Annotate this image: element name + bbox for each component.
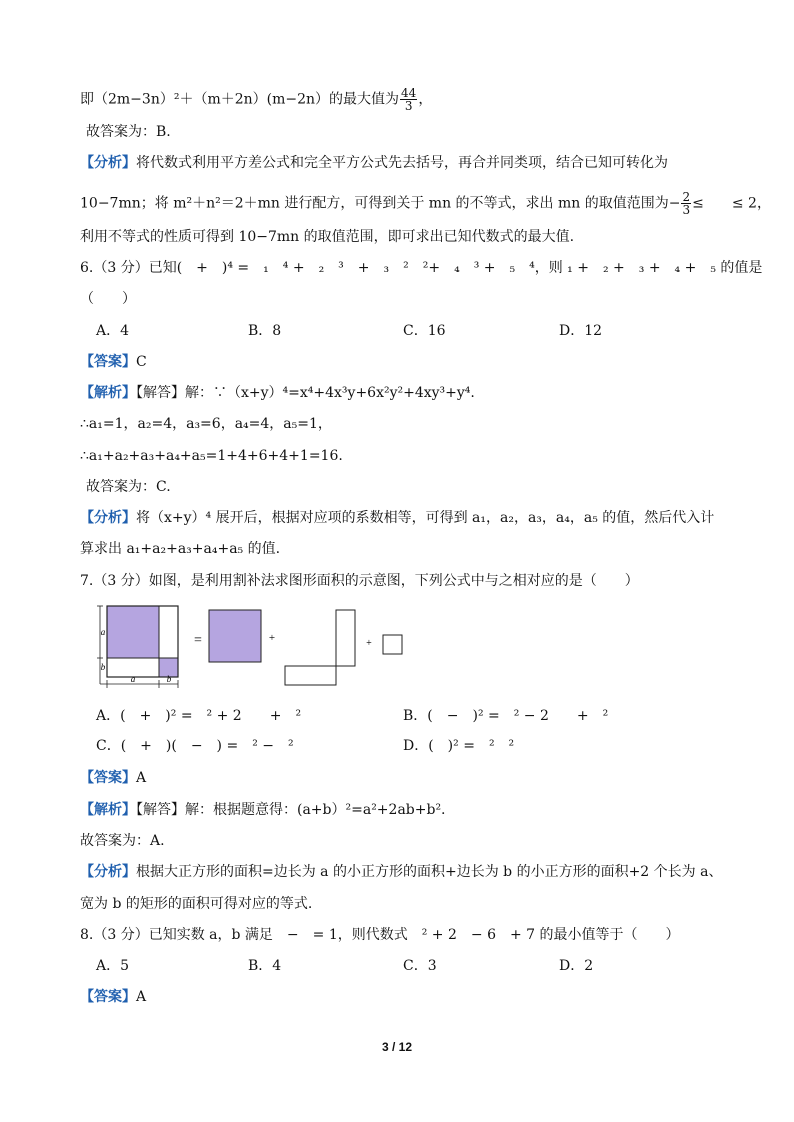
q7-option-d: D．( )² = ² ² [403,738,515,754]
horizontal-rectangle [285,666,336,685]
q7-analysis-line1: 【分析】根据大正方形的面积=边长为 a 的小正方形的面积+边长为 b 的小正方形的面积+2 个长为 a、 [80,864,723,880]
q6-answer: 【答案】C [80,354,147,370]
q7-analysis-line2: 宽为 b 的矩形的面积可得对应的等式. [80,896,313,912]
plus-sign-1: + [268,632,276,644]
q8-option-b: B．4 [248,958,282,974]
q7-stem: 7.（3 分）如图，是利用割补法求图形面积的示意图，下列公式中与之相对应的是（ ） [80,573,639,589]
plus-sign-2: + [366,638,372,649]
q8-answer: 【答案】A [80,989,147,1005]
q7-option-a: A．( + )² = ² + 2 + ² [96,708,302,724]
q5-result-line: 即（2m−3n）²＋（m＋2n）(m−2n）的最大值为 $\frac{44}{3}$ ， [80,86,433,113]
fraction: $\frac{44}{3}$ [401,86,417,113]
q6-analysis-line1: 【分析】将（x+y）⁴ 展开后，根据对应项的系数相等，可得到 a₁，a₂，a₃，a₄，a₅ 的值，然后代入计 [80,510,715,526]
q8-stem: 8.（3 分）已知实数 a，b 满足 − = 1，则代数式 ² + 2 − 6 + 7 的最小值等于（ ） [80,927,680,943]
q6-stem: 6.（3 分）已知( + )⁴ = ₁ ⁴ + ₂ ³ + ₃ ² ²+ ₄ ³ + ₅ ⁴，则 ₁ + ₂ + ₃ + ₄ + ₅ 的值是 [80,260,763,276]
q7-solution-line1: 【解析】【解答】解：根据题意得：(a+b）²=a²+2ab+b². [80,802,446,818]
q8-option-c: C．3 [403,958,437,974]
q5-analysis-line1: 【分析】将代数式利用平方差公式和完全平方公式先去括号，再合并同类项，结合已知可转化为 [80,155,668,171]
q8-option-d: D．2 [559,958,594,974]
q6-solution-line3: ∴a₁+a₂+a₃+a₄+a₅=1+4+6+4+1=16. [80,448,343,464]
label-b-left: b [100,662,106,672]
q6-stem-paren: （ ） [80,291,136,307]
q6-analysis-line2: 算求出 a₁+a₂+a₃+a₄+a₅ 的值. [80,541,281,557]
q5-analysis-line3: 利用不等式的性质可得到 10−7mn 的取值范围，即可求出已知代数式的最大值. [80,229,575,245]
q7-figure [92,600,412,694]
page-number: 3 / 12 [381,1040,413,1054]
q5-analysis-line2: 10−7mn；将 m²＋n²＝2＋mn 进行配方，可得到关于 mn 的不等式，求出 mn 的取值范围为− $\frac{2}{3}$ ≤ ≤ 2， [80,190,771,217]
q7-option-c: C．( + )( − ) = ² − ² [96,738,294,754]
fraction: $\frac{2}{3}$ [682,190,691,217]
a-square [209,610,261,662]
q5-answer-statement: 故答案为：B. [86,124,171,140]
label-b-bottom: b [166,674,172,684]
q6-solution-line2: ∴a₁=1，a₂=4，a₃=6，a₄=4，a₅=1， [80,416,332,432]
label-a-left: a [100,627,106,637]
q6-option-b: B．8 [248,323,282,339]
q6-answer-statement: 故答案为：C. [86,479,171,495]
q6-option-a: A．4 [96,323,130,339]
q6-option-c: C．16 [403,323,446,339]
equals-sign: = [194,633,202,648]
label-a-bottom: a [130,674,136,684]
q6-solution-line1: 【解析】【解答】解：∵（x+y）⁴=x⁴+4x³y+6x²y²+4xy³+y⁴. [80,385,475,401]
q7-answer: 【答案】A [80,770,147,786]
q6-option-d: D．12 [559,323,603,339]
q7-option-b: B．( − )² = ² − 2 + ² [403,708,609,724]
vertical-rectangle [336,610,355,666]
q7-answer-statement: 故答案为：A. [80,833,165,849]
q8-option-a: A．5 [96,958,130,974]
b-square [383,635,402,654]
